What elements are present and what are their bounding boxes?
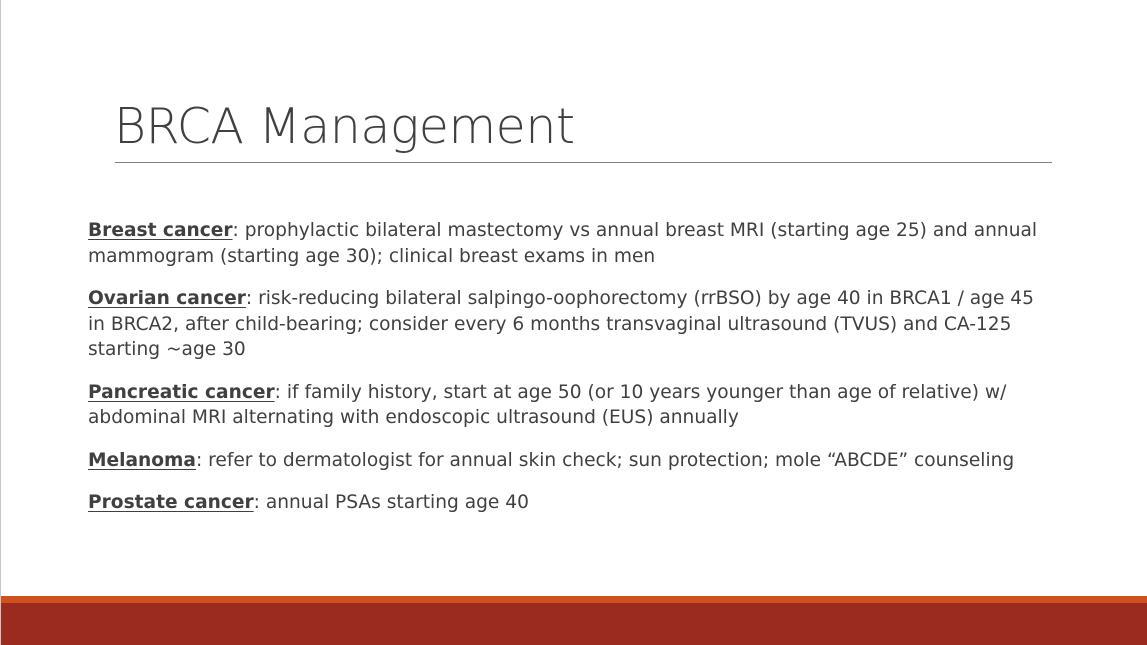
term-melanoma: Melanoma	[88, 449, 196, 471]
desc-ovarian-cancer: : risk-reducing bilateral salpingo-oophorectomy (rrBSO) by age 40 in BRCA1 / age 45 in BRCA2, after child-bearing; consider every 6 months transvaginal ultrasound (TVUS) and CA-125 starting ~age 30	[88, 288, 1034, 360]
desc-melanoma: : refer to dermatologist for annual skin check; sun protection; mole “ABCDE” counseling	[195, 449, 1015, 471]
bullet-breast-cancer	[88, 218, 1053, 269]
bullet-pancreatic-cancer	[88, 380, 1053, 431]
bullet-prostate-cancer	[88, 490, 1053, 516]
title-divider	[115, 162, 1052, 163]
bullet-melanoma	[88, 448, 1053, 474]
bullet-ovarian-cancer	[88, 286, 1053, 363]
term-breast-cancer: Breast cancer	[88, 220, 233, 241]
term-prostate-cancer: Prostate cancer	[88, 492, 254, 513]
desc-pancreatic-cancer: : if family history, start at age 50 (or 10 years younger than age of relative) w/ abdominal MRI alternating with endoscopic ultrasound (EUS) annually	[88, 381, 1007, 428]
term-ovarian-cancer: Ovarian cancer	[88, 288, 246, 309]
desc-breast-cancer: : prophylactic bilateral mastectomy vs annual breast MRI (starting age 25) and annual mammogram (starting age 30); clinical breast exams in men	[88, 220, 1038, 267]
desc-prostate-cancer: : annual PSAs starting age 40	[253, 492, 529, 513]
slide-body	[88, 218, 1053, 533]
footer-accent-line	[1, 596, 1147, 603]
footer-band	[1, 603, 1147, 645]
term-pancreatic-cancer: Pancreatic cancer	[88, 381, 275, 403]
slide-title: BRCA Management	[114, 98, 575, 155]
